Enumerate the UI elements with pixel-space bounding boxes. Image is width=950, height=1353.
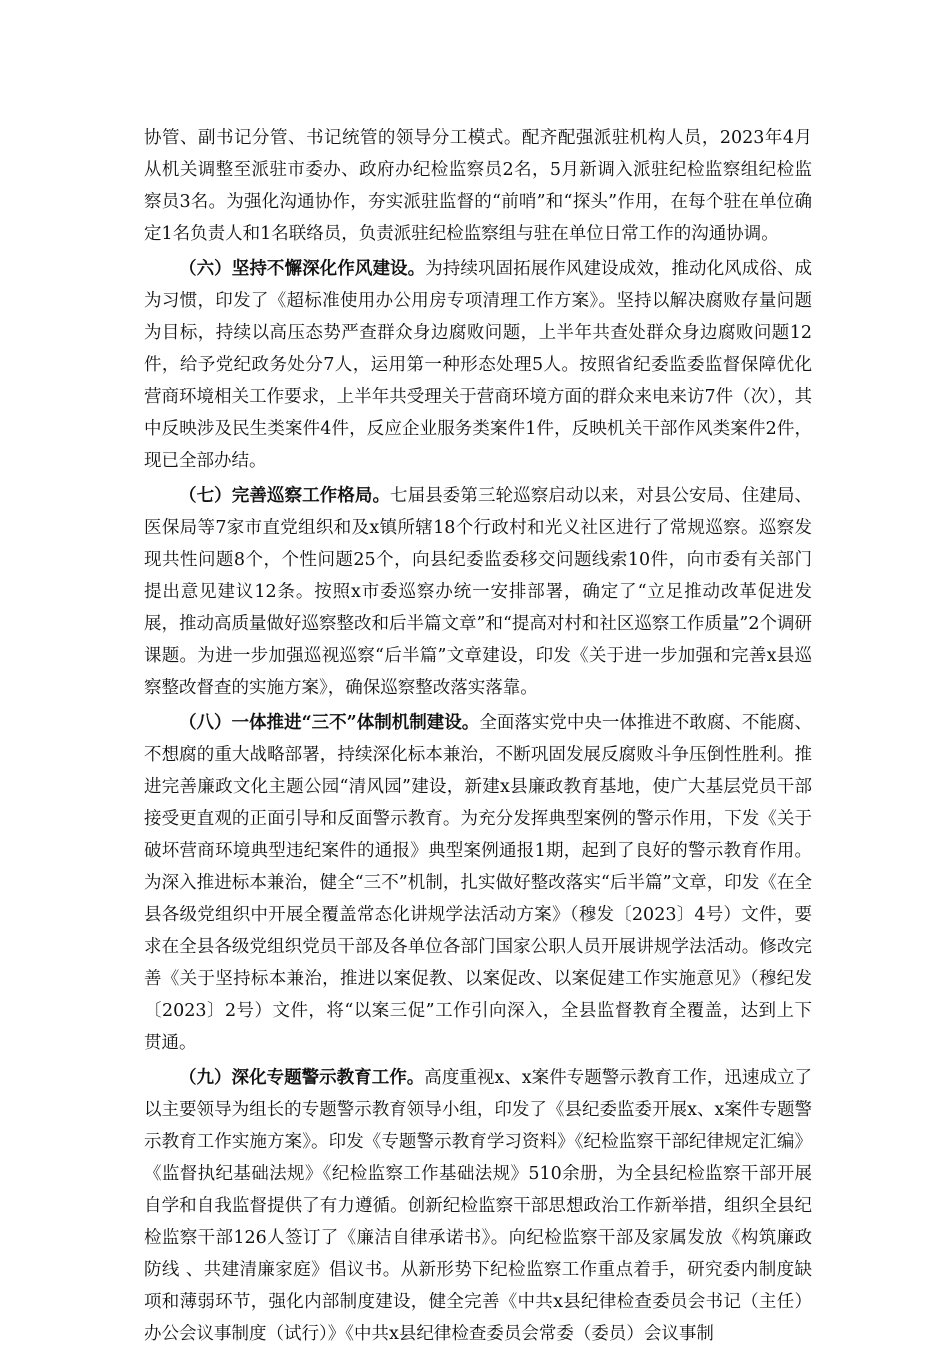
paragraph-text: 为持续巩固拓展作风建设成效，推动化风成俗、成为习惯，印发了《超标准使用办公用房专项清理工作方案》。坚持以解决腐败存量问题为目标，持续以高压态势严查群众身边腐败问题，上半年共查处群众身边腐败问题12件，给予党纪政务处分7人，运用第一种形态处理5人。按照省纪委监委监督保障优化营商环境相关工作要求，上半年共受理关于营商环境方面的群众来电来访7件（次），其中反映涉及民生类案件4件，反应企业服务类案件1件，反映机关干部作风类案件2件，现已全部办结。 (144, 259, 813, 471)
paragraph-text: 高度重视x、x案件专题警示教育工作，迅速成立了以主要领导为组长的专题警示教育领导小组，印发了《县纪委监委开展x、x案件专题警示教育工作实施方案》。印发《专题警示教育学习资料》《纪检监察干部纪律规定汇编》《监督执纪基础法规》《纪检监察工作基础法规》510余册，为全县纪检监察干部开展自学和自我监督提供了有力遵循。创新纪检监察干部思想政治工作新举措，组织全县纪检监察干部126人签订了《廉洁自律承诺书》。向纪检监察干部及家属发放《构筑廉政防线 、共建清廉家庭》倡议书。从新形势下纪检监察工作重点着手，研究委内制度缺项和薄弱环节，强化内部制度建设，健全完善《中共x县纪律检查委员会书记（主任）办公会议事制度（试行）》《中共x县纪律检查委员会常委（委员）会议事制 (144, 1068, 812, 1344)
section-heading: （八）一体推进“三不”体制机制建设。 (179, 713, 480, 733)
section-heading: （九）深化专题警示教育工作。 (179, 1068, 425, 1088)
section-heading: （六）坚持不懈深化作风建设。 (179, 259, 426, 279)
paragraph-continued (144, 122, 812, 250)
paragraph-section-6 (144, 253, 812, 477)
paragraph-text: 七届县委第三轮巡察启动以来，对县公安局、住建局、医保局等7家市直党组织和及x镇所辖18个行政村和光义社区进行了常规巡察。巡察发现共性问题8个，个性问题25个，向县纪委监委移交问题线索10件，向市委有关部门提出意见建议12条。按照x市委巡察办统一安排部署，确定了“立足推动改革促进发展，推动高质量做好巡察整改和后半篇文章”和“提高对村和社区巡察工作质量”2个调研课题。为进一步加强巡视巡察“后半篇”文章建设，印发《关于进一步加强和完善x县巡察整改督查的实施方案》，确保巡察整改落实落靠。 (144, 486, 813, 698)
paragraph-section-8 (144, 707, 812, 1059)
paragraph-section-9 (144, 1062, 812, 1350)
paragraph-section-7 (144, 480, 812, 704)
paragraph-text: 协管、副书记分管、书记统管的领导分工模式。配齐配强派驻机构人员，2023年4月从机关调整至派驻市委办、政府办纪检监察员2名，5月新调入派驻纪检监察组纪检监察员3名。为强化沟通协作，夯实派驻监督的“前哨”和“探头”作用，在每个驻在单位确定1名负责人和1名联络员，负责派驻纪检监察组与驻在单位日常工作的沟通协调。 (144, 128, 812, 244)
paragraph-text: 全面落实党中央一体推进不敢腐、不能腐、不想腐的重大战略部署，持续深化标本兼治，不断巩固发展反腐败斗争压倒性胜利。推进完善廉政文化主题公园“清风园”建设，新建x县廉政教育基地，使广大基层党员干部接受更直观的正面引导和反面警示教育。为充分发挥典型案例的警示作用，下发《关于破坏营商环境典型违纪案件的通报》典型案例通报1期，起到了良好的警示教育作用。为深入推进标本兼治，健全“三不”机制，扎实做好整改落实“后半篇”文章，印发《在全县各级党组织中开展全覆盖常态化讲规学法活动方案》（穆发〔2023〕4号）文件，要求在全县各级党组织党员干部及各单位各部门国家公职人员开展讲规学法活动。修改完善《关于坚持标本兼治，推进以案促教、以案促改、以案促建工作实施意见》（穆纪发〔2023〕2号）文件，将“以案三促”工作引向深入，全县监督教育全覆盖，达到上下贯通。 (144, 713, 812, 1053)
section-heading: （七）完善巡察工作格局。 (179, 486, 391, 506)
document-body (144, 122, 812, 1353)
